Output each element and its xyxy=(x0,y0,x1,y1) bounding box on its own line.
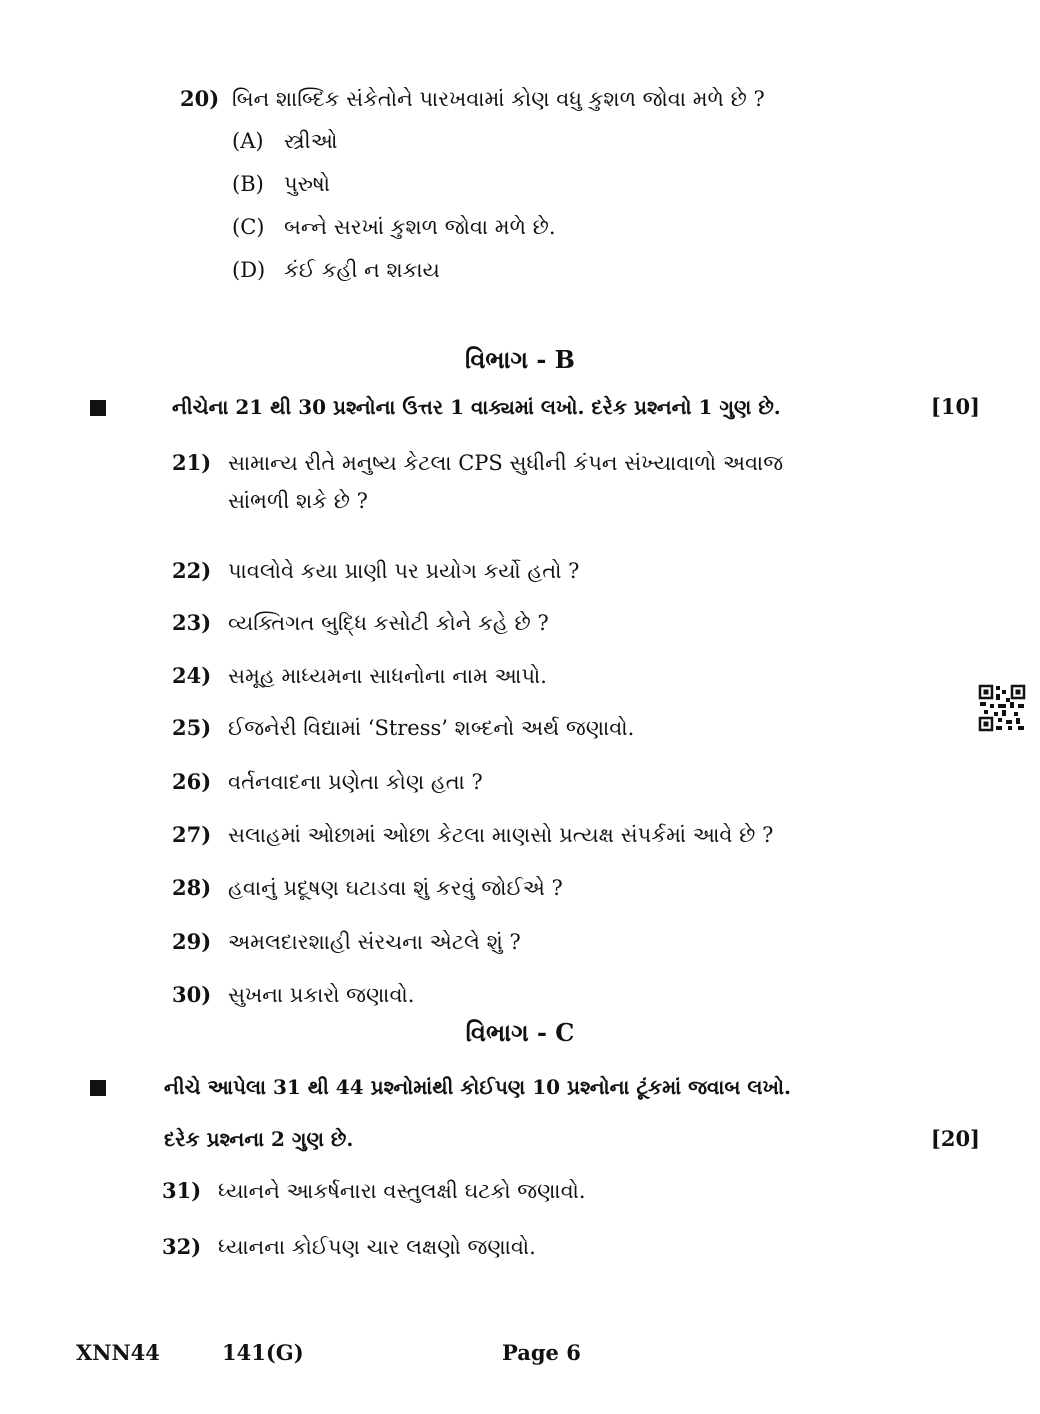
question-22 xyxy=(172,556,972,608)
question-number: 31) xyxy=(162,1178,202,1203)
question-20-line xyxy=(180,84,980,114)
question-number: 29) xyxy=(172,929,212,954)
question-26 xyxy=(172,767,972,820)
instruction-text-line1: નીચે આપેલા 31 થી 44 પ્રશ્નોમાંથી કોઈપણ 10 પ્રશ્નોના ટૂંકમાં જવાબ લખો. xyxy=(164,1075,791,1099)
question-27 xyxy=(172,820,972,873)
section-c-instruction xyxy=(90,1072,980,1152)
question-30 xyxy=(172,980,972,1020)
page-number: Page 6 xyxy=(502,1340,581,1365)
question-text: બિન શાબ્દિક સંકેતોને પારખવામાં કોણ વધુ કુશળ જોવા મળે છે ? xyxy=(232,87,765,111)
question-text: સામાન્ય રીતે મનુષ્ય કેટલા CPS સુધીની કંપન સંખ્યાવાળો અવાજ xyxy=(228,451,784,475)
section-b-title: વિભાગ - B xyxy=(465,345,575,374)
question-number: 32) xyxy=(162,1234,202,1259)
question-number: 24) xyxy=(172,663,212,688)
option-b xyxy=(232,169,980,212)
question-21 xyxy=(172,448,972,556)
option-text: સ્ત્રીઓ xyxy=(284,129,338,153)
section-b-marks: [10] xyxy=(930,394,980,419)
instruction-text: નીચેના 21 થી 30 પ્રશ્નોના ઉત્તર 1 વાક્યમાં લખો. દરેક પ્રશ્નનો 1 ગુણ છે. xyxy=(172,395,781,419)
question-text: સમૂહ માધ્યમના સાધનોના નામ આપો. xyxy=(228,664,547,688)
question-text: અમલદારશાહી સંરચના એટલે શું ? xyxy=(228,930,521,954)
question-text: સુખના પ્રકારો જણાવો. xyxy=(228,983,415,1007)
question-number: 21) xyxy=(172,450,212,475)
question-29 xyxy=(172,927,972,980)
options-list xyxy=(232,126,980,298)
question-text: પાવલોવે કયા પ્રાણી પર પ્રયોગ કર્યો હતો ? xyxy=(228,559,580,583)
question-number: 30) xyxy=(172,982,212,1007)
question-25 xyxy=(172,713,972,767)
question-text: ધ્યાનના કોઈપણ ચાર લક્ષણો જણાવો. xyxy=(218,1235,536,1259)
option-text: બન્ને સરખાં કુશળ જોવા મળે છે. xyxy=(284,215,556,239)
question-20 xyxy=(180,84,980,298)
question-text: હવાનું પ્રદૂષણ ઘટાડવા શું કરવું જોઈએ ? xyxy=(228,876,563,900)
instruction-text-line2: દરેક પ્રશ્નના 2 ગુણ છે. xyxy=(164,1127,354,1151)
section-c-marks: [20] xyxy=(930,1126,980,1151)
question-28 xyxy=(172,873,972,927)
question-number: 28) xyxy=(172,875,212,900)
option-letter: (D) xyxy=(232,258,266,282)
option-letter: (C) xyxy=(232,215,265,239)
question-text-continued: સાંભળી શકે છે ? xyxy=(228,489,368,513)
section-c-title: વિભાગ - C xyxy=(465,1018,575,1047)
subject-code: 141(G) xyxy=(222,1340,304,1365)
question-23 xyxy=(172,608,972,661)
option-c xyxy=(232,212,980,255)
option-text: કંઈ કહી ન શકાય xyxy=(284,258,440,282)
question-number: 27) xyxy=(172,822,212,847)
question-32 xyxy=(162,1232,962,1272)
question-text: ધ્યાનને આકર્ષનારા વસ્તુલક્ષી ઘટકો જણાવો. xyxy=(218,1179,586,1203)
section-b-questions xyxy=(172,448,972,1020)
question-number: 23) xyxy=(172,610,212,635)
option-letter: (B) xyxy=(232,172,264,196)
option-text: પુરુષો xyxy=(284,172,331,196)
section-c-questions xyxy=(162,1176,962,1272)
question-number: 20) xyxy=(180,86,220,111)
question-number: 22) xyxy=(172,558,212,583)
option-a xyxy=(232,126,980,169)
question-number: 25) xyxy=(172,715,212,740)
question-text: ઈજનેરી વિદ્યામાં ‘Stress’ શબ્દનો અર્થ જણાવો. xyxy=(228,716,635,740)
option-letter: (A) xyxy=(232,129,264,153)
paper-code: XNN44 xyxy=(76,1340,160,1365)
question-31 xyxy=(162,1176,962,1232)
question-text: વર્તનવાદના પ્રણેતા કોણ હતા ? xyxy=(228,770,483,794)
question-text: વ્યક્તિગત બુદ્ધિ કસોટી કોને કહે છે ? xyxy=(228,611,549,635)
bullet-square-icon xyxy=(90,1080,106,1096)
question-24 xyxy=(172,661,972,713)
qr-code-icon xyxy=(978,684,1026,732)
bullet-square-icon xyxy=(90,400,106,416)
question-text: સલાહમાં ઓછામાં ઓછા કેટલા માણસો પ્રત્યક્ષ સંપર્કમાં આવે છે ? xyxy=(228,823,774,847)
option-d xyxy=(232,255,980,298)
question-number: 26) xyxy=(172,769,212,794)
section-b-instruction xyxy=(90,392,980,422)
